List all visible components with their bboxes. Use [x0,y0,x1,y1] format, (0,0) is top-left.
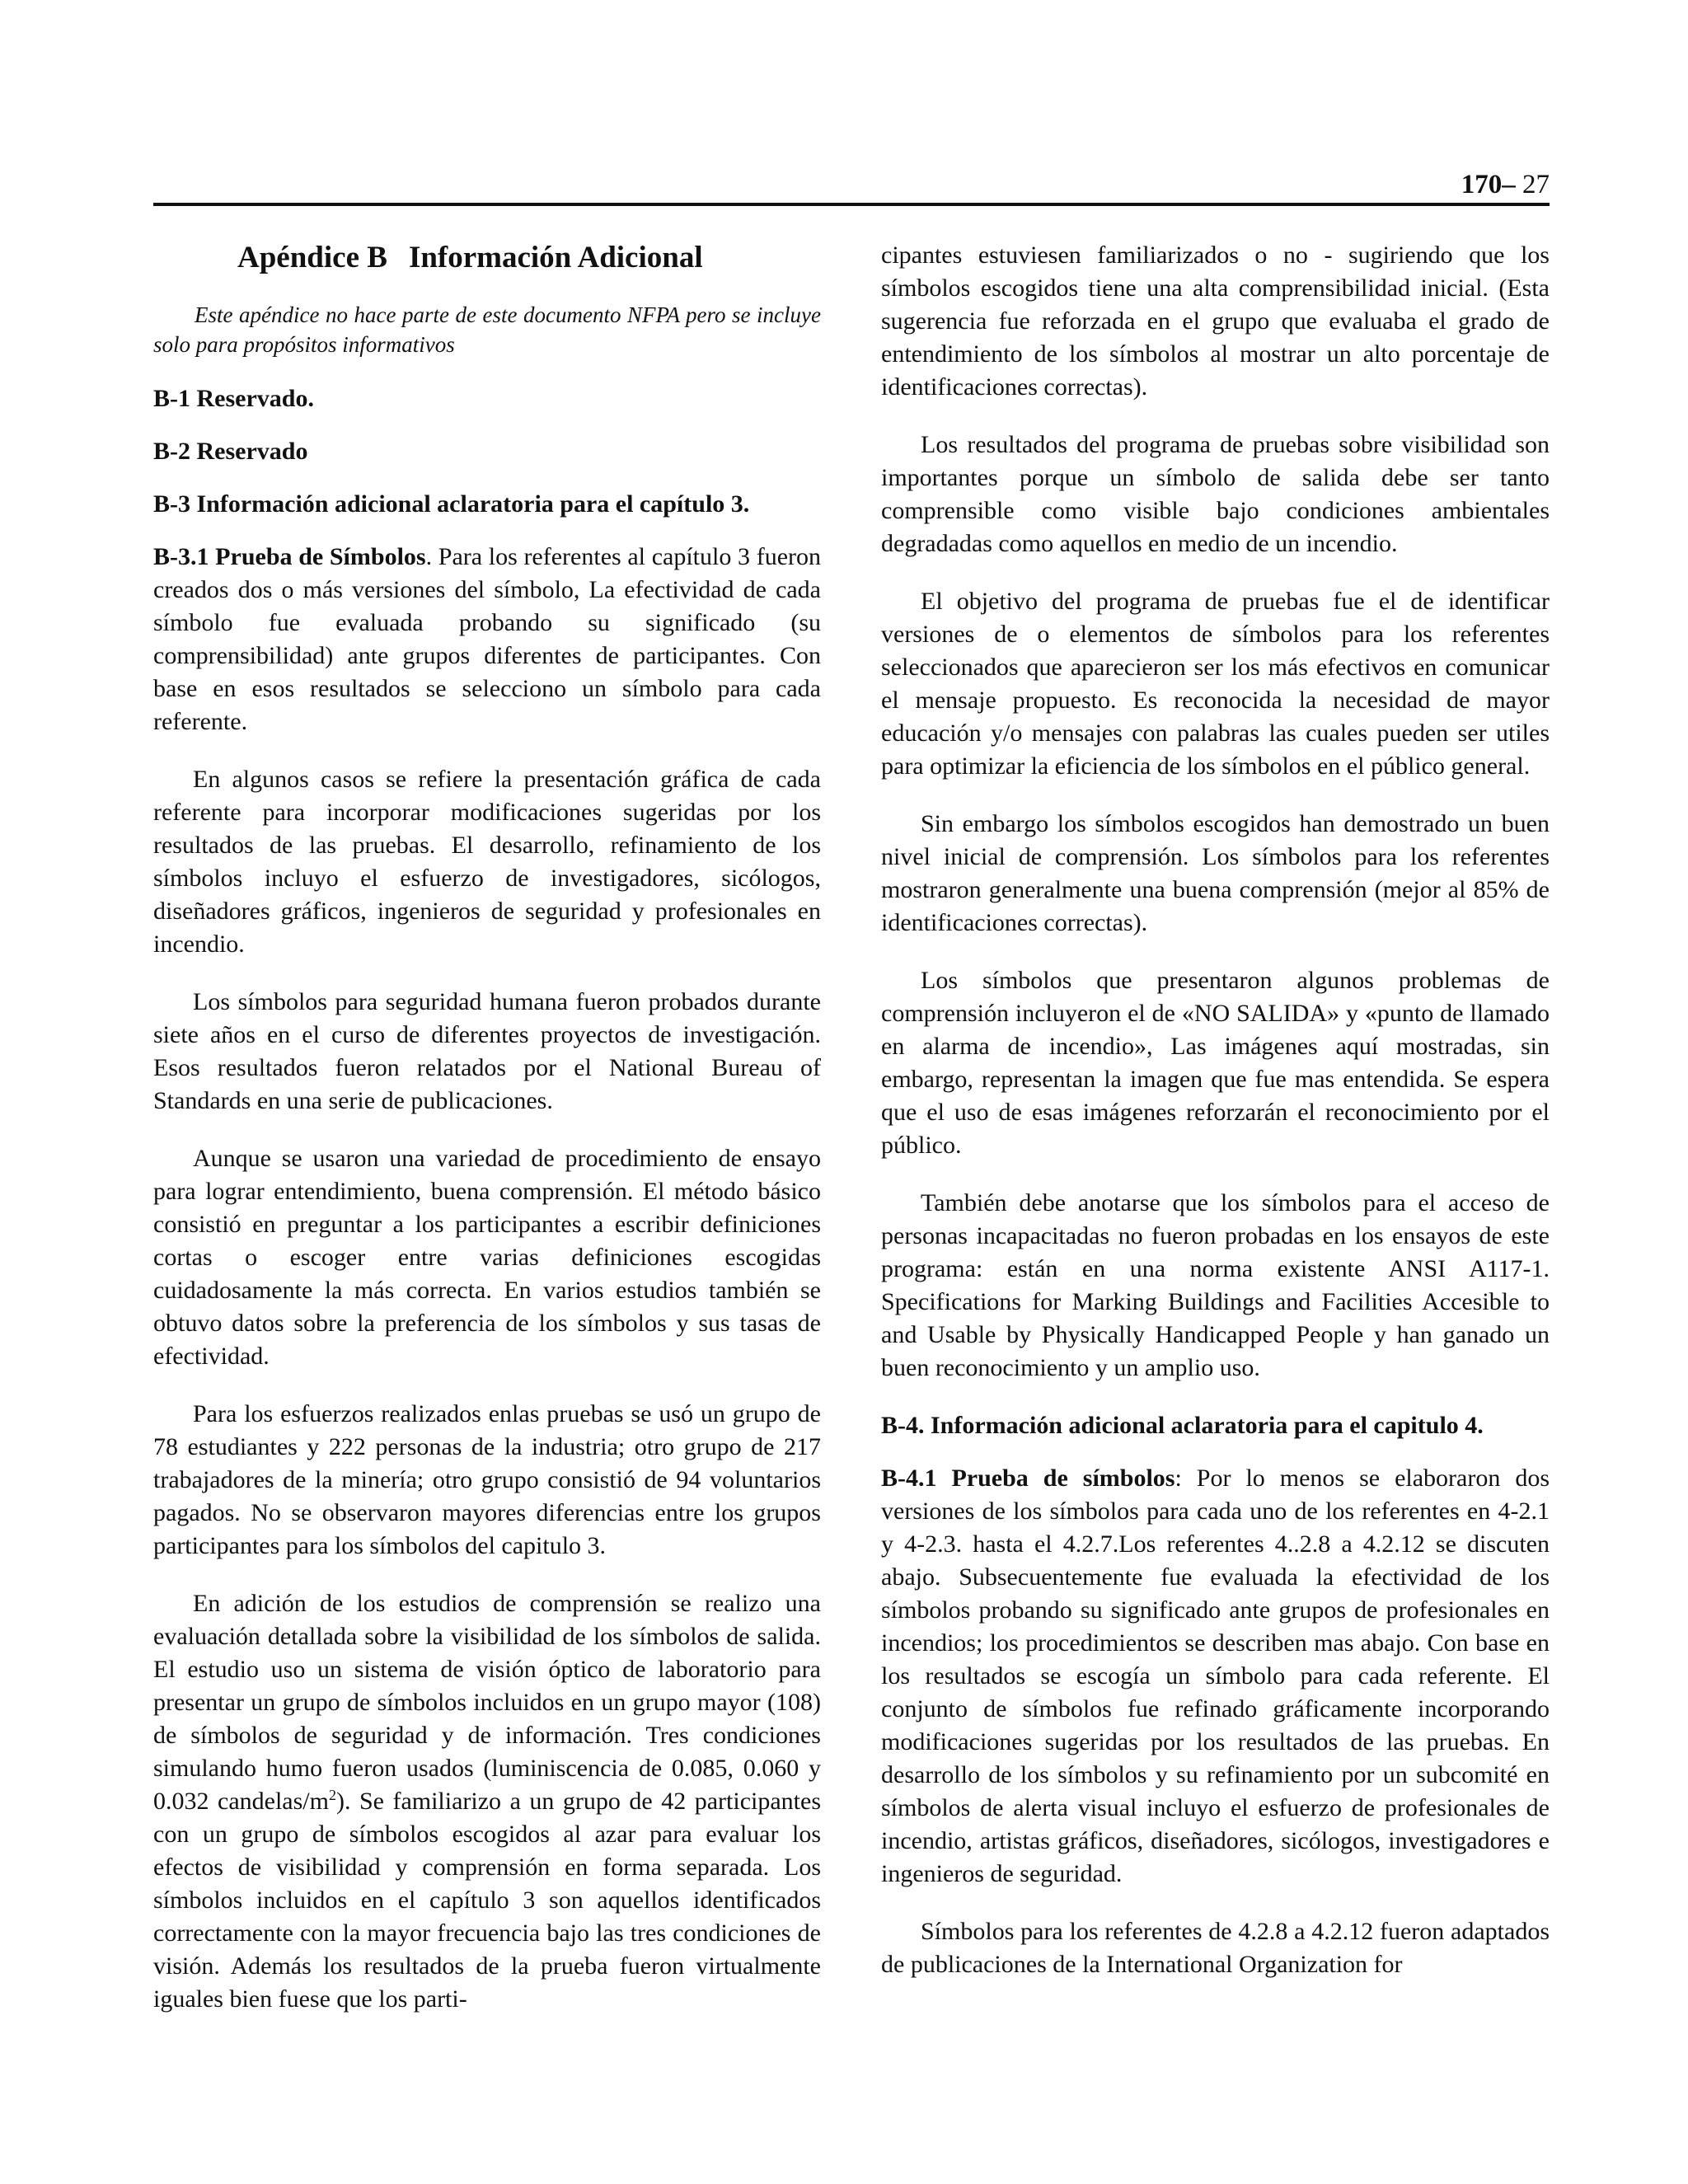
section-b4-heading: B-4. Información adicional aclaratoria para el capitulo 4. [881,1412,1484,1439]
page-number [1461,165,1550,204]
section-b31-text: . Para los referentes al capítulo 3 fueron creados dos o más versiones del símbolo, La efectividad de cada símbolo fue evaluada probando su significado (su comprensibilidad) ante grupos diferentes de participantes. Con base en esos resultados se selecciono un símbolo para cada referente. [153,543,821,735]
appendix-title-text: Información Adicional [408,241,703,274]
appendix-title [153,237,821,279]
section-b41-lead: B-4.1 Prueba de símbolos [881,1465,1175,1492]
paragraph: Los símbolos para seguridad humana fueron probados durante siete años en el curso de diferentes proyectos de investigación. Esos resultados fueron relatados por el National Bureau of Standards en una serie de publicaciones. [153,988,821,1114]
paragraph: Aunque se usaron una variedad de procedimiento de ensayo para lograr entendimiento, buena comprensión. El método básico consistió en preguntar a los participantes a escribir definiciones cortas o escoger entre varias definiciones escogidas cuidadosamente la más correcta. En varios estudios también se obtuvo datos sobre la preferencia de los símbolos y sus tasas de efectividad. [153,1145,821,1370]
paragraph: Los resultados del programa de pruebas sobre visibilidad son importantes porque un símbolo de salida debe ser tanto comprensible como visible bajo condiciones ambientales degradadas como aquellos en medio de un incendio. [881,431,1550,557]
left-column [153,237,821,2041]
paragraph [153,1587,821,2016]
section-b41-paragraph [881,1462,1550,1891]
section-b3-heading: B-3 Información adicional aclaratoria para el capítulo 3. [153,490,750,518]
paragraph: En algunos casos se refiere la presentación gráfica de cada referente para incorporar modificaciones sugeridas por los resultados de las pruebas. El desarrollo, refinamiento de los símbolos incluyo el esfuerzo de investigadores, sicólogos, diseñadores gráficos, ingenieros de seguridad y profesionales en incendio. [153,766,821,958]
paragraph: Sin embargo los símbolos escogidos han demostrado un buen nivel inicial de comprensión. Los símbolos para los referentes mostraron generalmente una buena comprensión (mejor al 85% de identificaciones correctas). [881,810,1550,936]
superscript: 2 [328,1787,336,1803]
paragraph: Los símbolos que presentaron algunos problemas de comprensión incluyeron el de «NO SALIDA» y «punto de llamado en alarma de incendio», Las imágenes aquí mostradas, sin embargo, representan la imagen que fue mas entendida. Se espera que el uso de esas imágenes reforzarán el reconocimiento por el público. [881,967,1550,1159]
paragraph-text: ). Se familiarizo a un grupo de 42 participantes con un grupo de símbolos escogidos al azar para evaluar los efectos de visibilidad y comprensión en forma separada. Los símbolos incluidos en el capítulo 3 son aquellos identificados correctamente con la mayor frecuencia bajo las tres condiciones de visión. Además los resultados de la prueba fueron virtualmente iguales bien fuese que los parti- [153,1788,821,2013]
header-rule [153,203,1550,206]
paragraph: También debe anotarse que los símbolos para el acceso de personas incapacitadas no fueron probadas en los ensayos de este programa: están en una norma existente ANSI A117-1. Specifications for Marking Buildings and Facilities Accesible to and Usable by Physically Handicapped People y han ganado un buen reconocimiento y un amplio uso. [881,1189,1550,1381]
page-number-value: 27 [1522,170,1550,199]
page-number-bold: 170– [1461,170,1516,199]
section-b31-paragraph [153,541,821,738]
paragraph-text: En adición de los estudios de comprensión se realizo una evaluación detallada sobre la visibilidad de los símbolos de salida. El estudio uso un sistema de visión óptico de laboratorio para presentar un grupo de símbolos incluidos en un grupo mayor (108) de símbolos de seguridad y de información. Tres condiciones simulando humo fueron usados (luminiscencia de 0.085, 0.060 y 0.032 candelas/m [153,1590,821,1815]
right-column [881,239,1550,2006]
section-b2-heading: B-2 Reservado [153,438,308,465]
paragraph: Símbolos para los referentes de 4.2.8 a 4.2.12 fueron adaptados de publicaciones de la International Organization for [881,1918,1550,1978]
section-b41-text: : Por lo menos se elaboraron dos versiones de los símbolos para cada uno de los referentes en 4-2.1 y 4-2.3. hasta el 4.2.7.Los referentes 4..2.8 a 4.2.12 se discuten abajo. Subsecuentemente fue evaluada la efectividad de los símbolos probando su significado ante grupos de profesionales en incendios; los procedimientos se describen mas abajo. Con base en los resultados se escogía un símbolo para cada referente. El conjunto de símbolos fue refinado gráficamente incorporando modificaciones sugeridas por los resultados de las pruebas. En desarrollo de los símbolos y su refinamiento por un subcomité en símbolos de alerta visual incluyo el esfuerzo de profesionales de incendio, artistas gráficos, diseñadores, sicólogos, investigadores e ingenieros de seguridad. [881,1465,1550,1887]
informative-note: Este apéndice no hace parte de este documento NFPA pero se incluye solo para propósitos informativos [153,302,821,357]
section-b31-lead: B-3.1 Prueba de Símbolos [153,543,426,570]
section-b1-heading: B-1 Reservado. [153,385,314,412]
page-header [153,165,1550,204]
appendix-title-label: Apéndice B [237,241,387,274]
paragraph-continued: cipantes estuviesen familiarizados o no - sugiriendo que los símbolos escogidos tiene una alta comprensibilidad inicial. (Esta sugerencia fue reforzada en el grupo que evaluaba el grado de entendimiento de los símbolos al mostrar un alto porcentaje de identificaciones correctas). [881,241,1550,401]
paragraph: El objetivo del programa de pruebas fue el de identificar versiones de o elementos de símbolos para los referentes seleccionados que aparecieron ser los más efectivos en comunicar el mensaje propuesto. Es reconocida la necesidad de mayor educación y/o mensajes con palabras las cuales pueden ser utiles para optimizar la eficiencia de los símbolos en el público general. [881,588,1550,780]
paragraph: Para los esfuerzos realizados enlas pruebas se usó un grupo de 78 estudiantes y 222 personas de la industria; otro grupo de 217 trabajadores de la minería; otro grupo consistió de 94 voluntarios pagados. No se observaron mayores diferencias entre los grupos participantes para los símbolos del capitulo 3. [153,1400,821,1559]
